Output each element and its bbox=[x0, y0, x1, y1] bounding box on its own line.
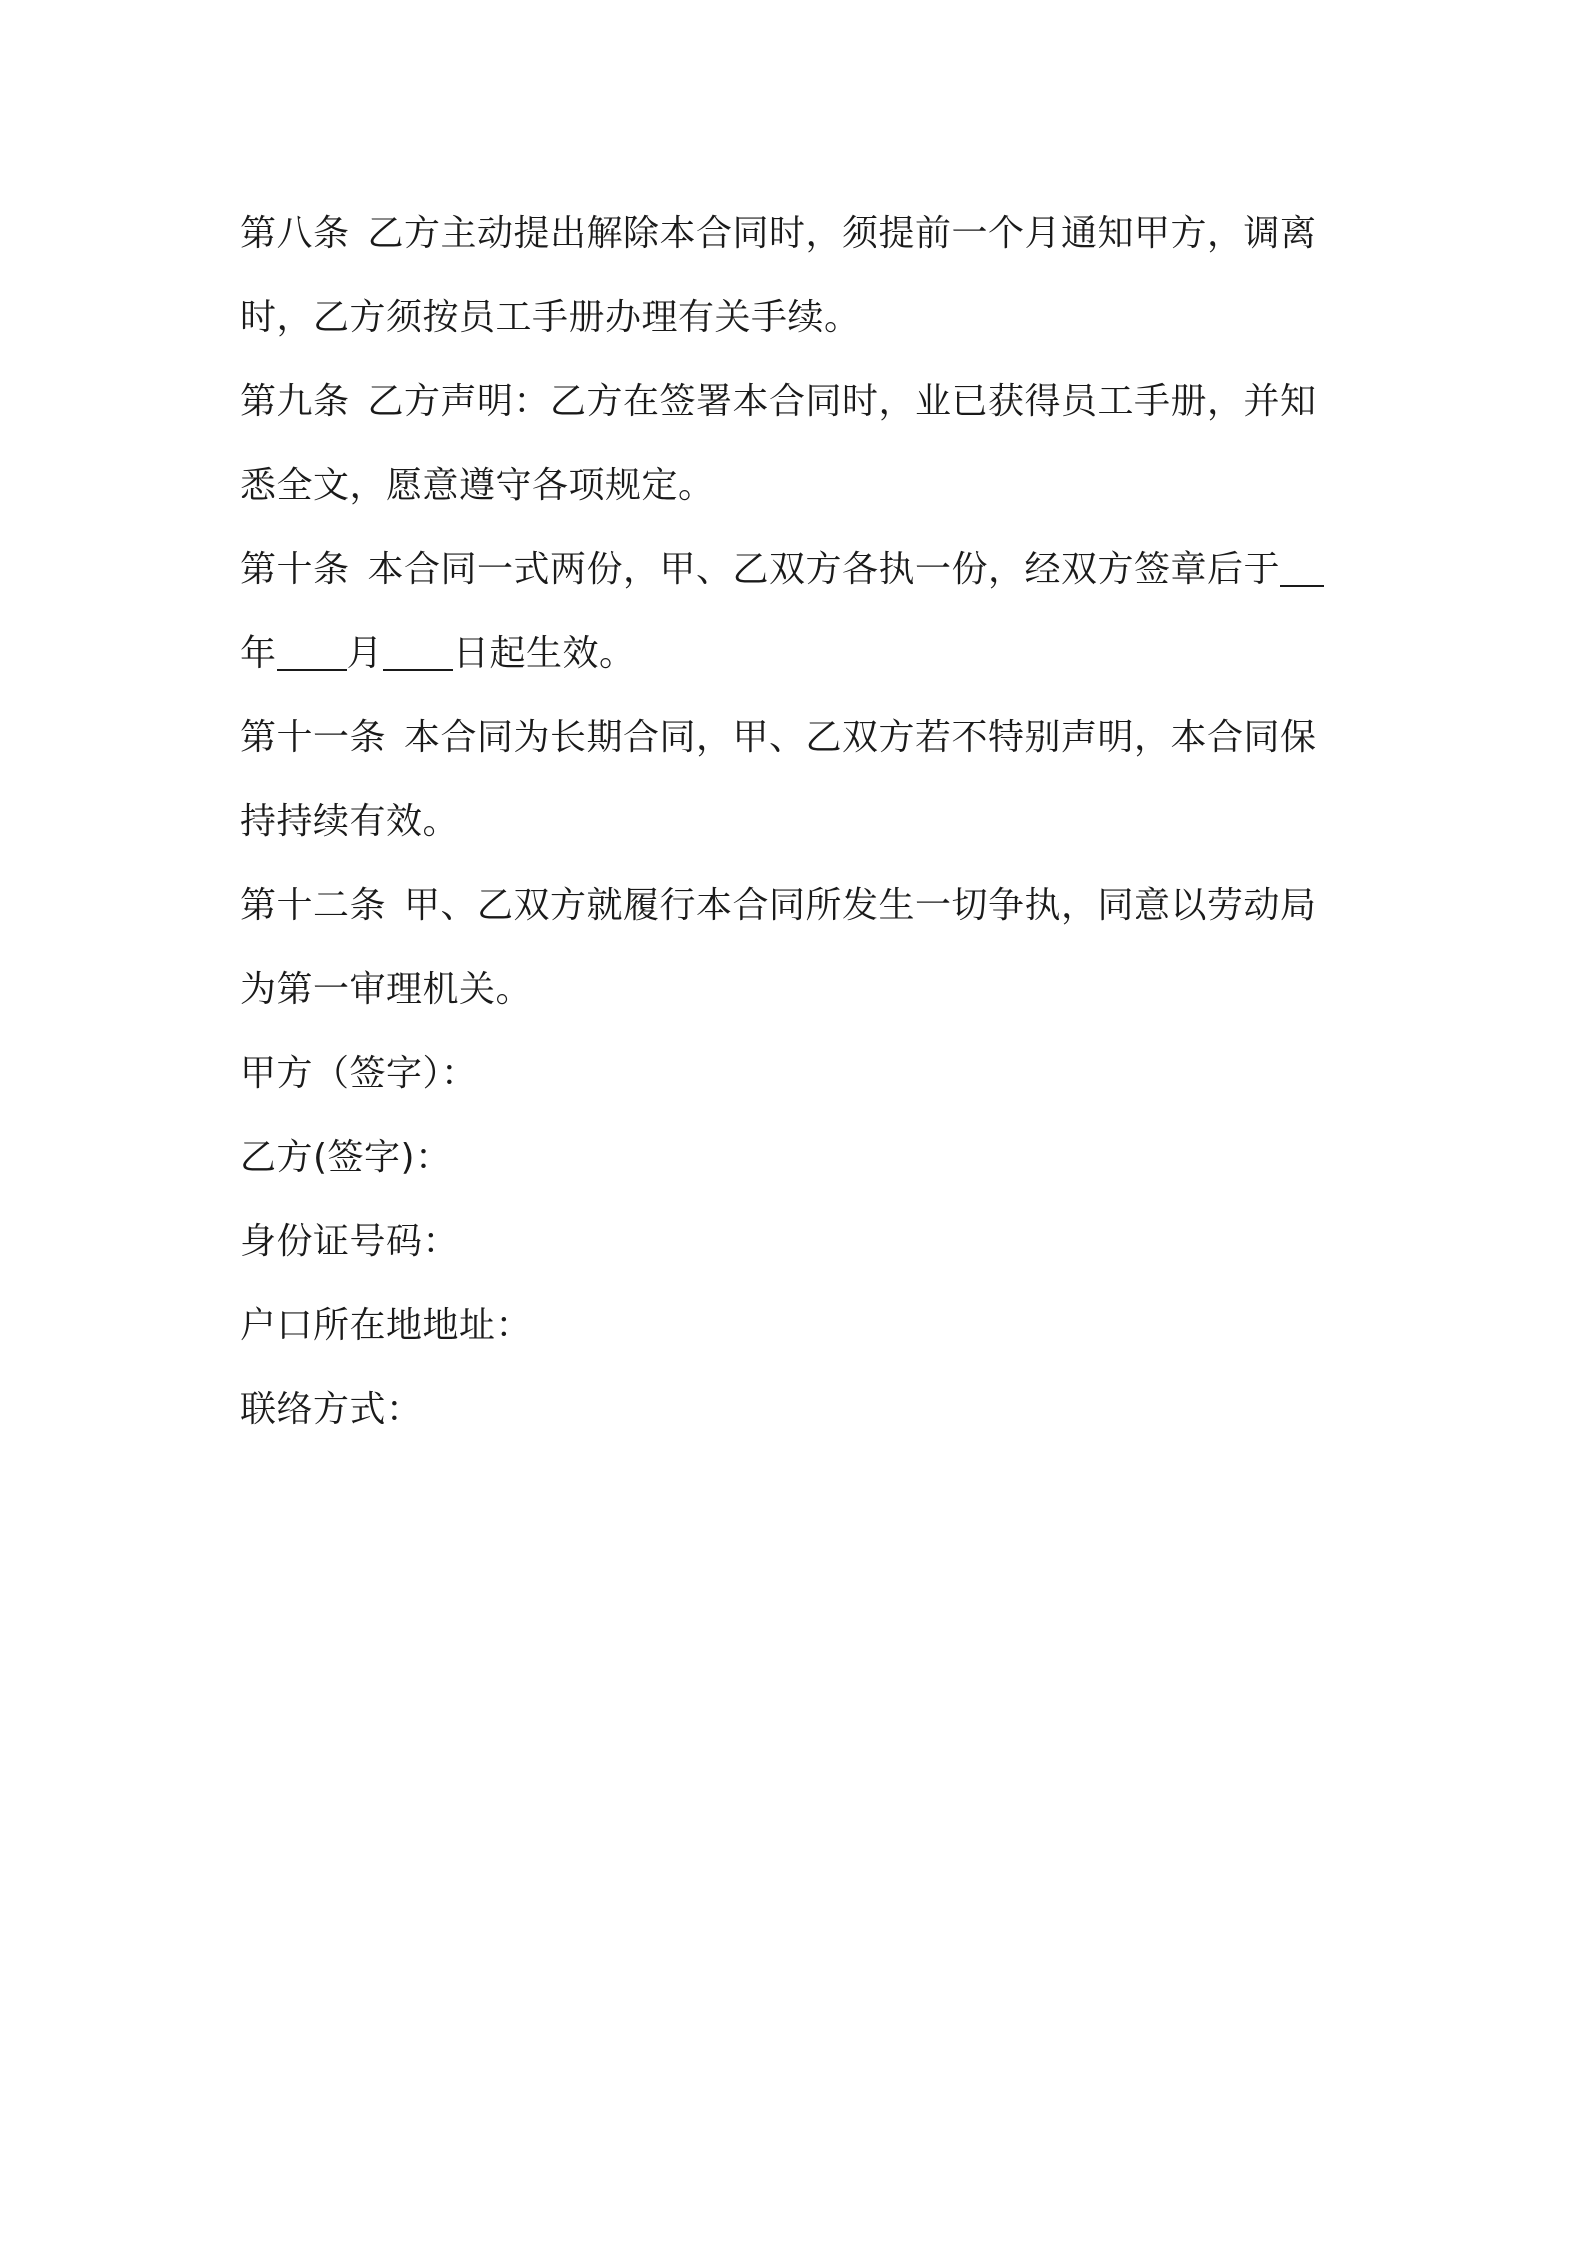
article-9-number: 第九条 bbox=[240, 381, 350, 422]
day-blank-line bbox=[383, 627, 453, 671]
article-11-text-1: 本合同为长期合同，甲、乙双方若不特别声明，本合同保 bbox=[404, 717, 1317, 758]
party-b-label: 乙方(签字)： bbox=[240, 1137, 452, 1178]
party-a-signature bbox=[240, 1032, 1360, 1116]
id-number-label: 身份证号码： bbox=[240, 1221, 460, 1262]
party-a-label: 甲方（签字）： bbox=[240, 1053, 478, 1094]
article-8-text-1: 乙方主动提出解除本合同时，须提前一个月通知甲方，调离 bbox=[367, 213, 1317, 254]
article-11-line-2 bbox=[240, 780, 1360, 864]
article-10-number: 第十条 bbox=[240, 549, 350, 590]
article-10-line-2 bbox=[240, 612, 1360, 696]
article-10-line-1 bbox=[240, 528, 1360, 612]
article-11-number: 第十一条 bbox=[240, 717, 387, 758]
id-number-field bbox=[240, 1200, 1360, 1284]
article-10-text-1: 本合同一式两份，甲、乙双方各执一份，经双方签章后于 bbox=[367, 549, 1281, 590]
document-body bbox=[240, 192, 1360, 1452]
article-12-text-1: 甲、乙双方就履行本合同所发生一切争执，同意以劳动局 bbox=[404, 885, 1317, 926]
article-8-line-1 bbox=[240, 192, 1360, 276]
year-label: 年 bbox=[240, 633, 277, 674]
address-label: 户口所在地地址： bbox=[240, 1305, 533, 1346]
article-12-number: 第十二条 bbox=[240, 885, 387, 926]
month-label: 月 bbox=[346, 633, 384, 674]
article-12-line-2 bbox=[240, 948, 1360, 1032]
article-8-number: 第八条 bbox=[240, 213, 350, 254]
article-8-text-2: 时，乙方须按员工手册办理有关手续。 bbox=[240, 297, 861, 338]
article-9-line-1 bbox=[240, 360, 1360, 444]
day-label: 日起生效。 bbox=[453, 633, 636, 674]
year-blank-line bbox=[1280, 543, 1324, 587]
article-11-text-2: 持持续有效。 bbox=[240, 801, 460, 842]
article-8-line-2 bbox=[240, 276, 1360, 360]
article-9-line-2 bbox=[240, 444, 1360, 528]
month-blank-line bbox=[277, 627, 347, 671]
contact-label: 联络方式： bbox=[240, 1389, 423, 1430]
party-b-signature bbox=[240, 1116, 1360, 1200]
article-12-text-2: 为第一审理机关。 bbox=[240, 969, 533, 1010]
article-9-text-1: 乙方声明：乙方在签署本合同时，业已获得员工手册，并知 bbox=[367, 381, 1317, 422]
article-9-text-2: 悉全文，愿意遵守各项规定。 bbox=[240, 465, 715, 506]
contact-field bbox=[240, 1368, 1360, 1452]
address-field bbox=[240, 1284, 1360, 1368]
article-11-line-1 bbox=[240, 696, 1360, 780]
article-12-line-1 bbox=[240, 864, 1360, 948]
